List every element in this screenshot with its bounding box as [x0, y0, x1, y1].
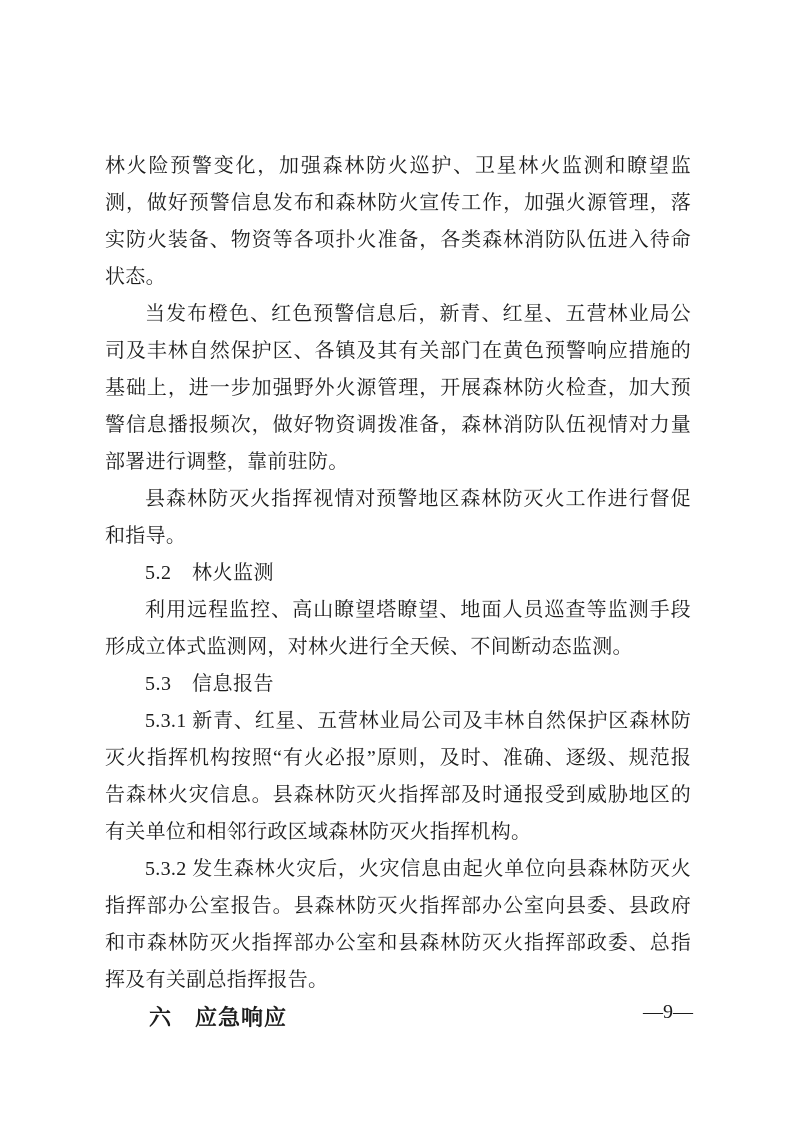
paragraph-monitoring-network: 利用远程监控、高山瞭望塔瞭望、地面人员巡查等监测手段形成立体式监测网，对林火进行全天候、不间断动态监测。	[105, 599, 691, 658]
paragraph-county-supervision: 县森林防灭火指挥视情对预警地区森林防灭火工作进行督促和指导。	[105, 488, 691, 547]
subsection-heading-5-3-information-reporting: 5.3 信息报告	[145, 673, 274, 695]
paragraph-warning-continuation: 林火险预警变化，加强森林防火巡护、卫星林火监测和瞭望监测，做好预警信息发布和森林防火宣传工作，加强火源管理，落实防火装备、物资等各项扑火准备，各类森林消防队伍进入待命状态。	[105, 155, 691, 288]
page-number: —9—	[643, 1001, 693, 1023]
subsection-heading-5-2-forest-fire-monitoring: 5.2 林火监测	[145, 562, 274, 584]
paragraph-5-3-2-fire-information-flow: 5.3.2 发生森林火灾后，火灾信息由起火单位向县森林防灭火指挥部办公室报告。县森林防灭火指挥部办公室向县委、县政府和市森林防灭火指挥部办公室和县森林防灭火指挥部政委、总指挥及有关副总指挥报告。	[105, 858, 691, 991]
chapter-heading-6-emergency-response: 六 应急响应	[149, 1005, 288, 1030]
document-body	[105, 148, 691, 1036]
paragraph-orange-red-warning: 当发布橙色、红色预警信息后，新青、红星、五营林业局公司及丰林自然保护区、各镇及其有关部门在黄色预警响应措施的基础上，进一步加强野外火源管理，开展森林防火检查，加大预警信息播报频次，做好物资调拨准备，森林消防队伍视情对力量部署进行调整，靠前驻防。	[105, 303, 691, 473]
paragraph-5-3-1-reporting-principle: 5.3.1 新青、红星、五营林业局公司及丰林自然保护区森林防灭火指挥机构按照“有火必报”原则，及时、准确、逐级、规范报告森林火灾信息。县森林防灭火指挥部及时通报受到威胁地区的有关单位和相邻行政区域森林防灭火指挥机构。	[105, 710, 691, 843]
